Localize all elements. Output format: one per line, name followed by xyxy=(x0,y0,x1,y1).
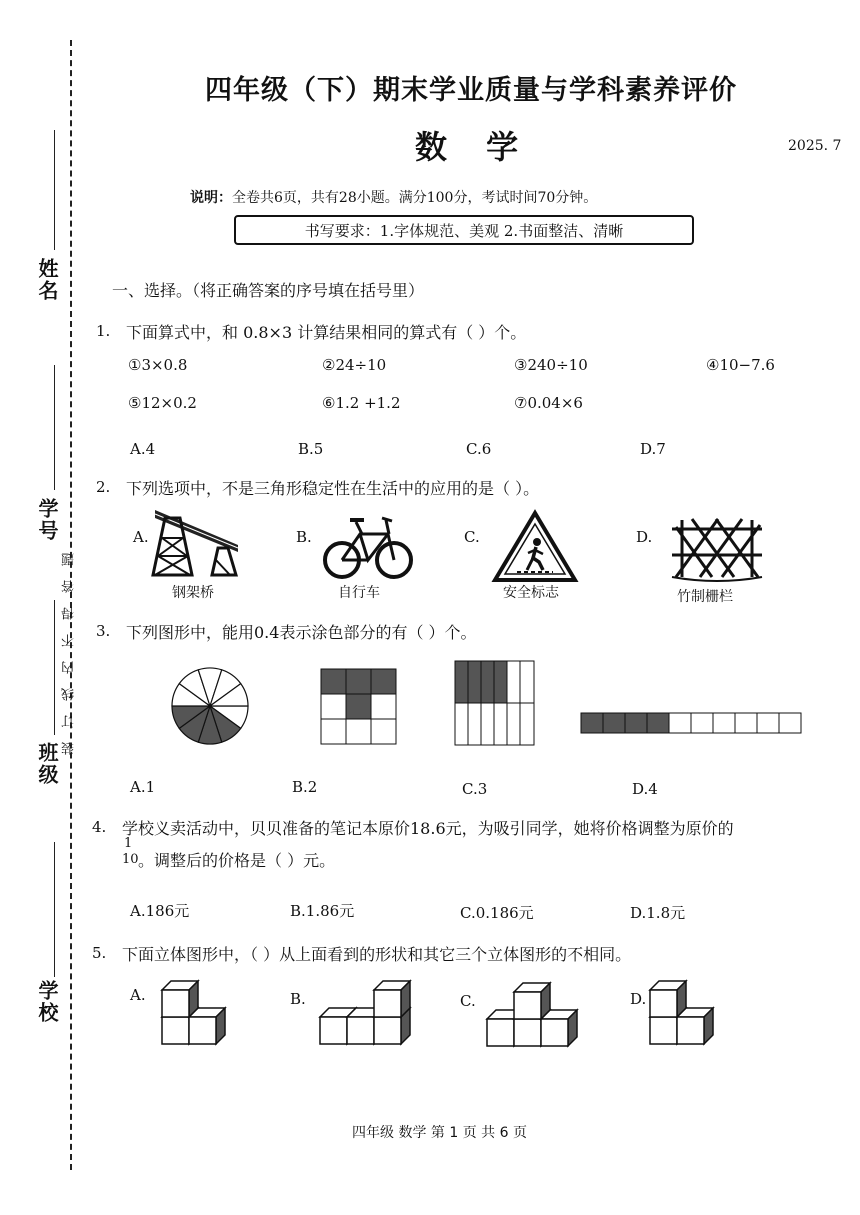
option-letter: A. xyxy=(133,528,149,546)
exam-note xyxy=(190,187,597,207)
shaded-rectangle-figure xyxy=(454,660,538,748)
strip-cell xyxy=(603,713,625,733)
name-write-line xyxy=(54,130,55,250)
image-caption: 钢架桥 xyxy=(172,585,214,601)
expression: ④10−7.6 xyxy=(706,356,775,374)
answer-option: C.6 xyxy=(466,440,492,458)
strip-cell xyxy=(691,713,713,733)
shaded-strip-figure xyxy=(580,712,802,736)
image-caption: 竹制栅栏 xyxy=(677,589,733,605)
steel-bridge-image xyxy=(150,500,240,580)
question-number: 1. xyxy=(96,322,111,340)
expression: ①3×0.8 xyxy=(128,356,188,374)
cube-stack-c xyxy=(485,976,580,1048)
class-write-line xyxy=(54,600,55,735)
strip-cell xyxy=(779,713,801,733)
strip-cell xyxy=(757,713,779,733)
cube-stack-d xyxy=(648,976,733,1046)
cube xyxy=(677,1008,713,1044)
shaded-grid-figure xyxy=(320,668,400,748)
expression: ⑤12×0.2 xyxy=(128,394,197,412)
exam-title: 四年级（下）期末学业质量与学科素养评价 xyxy=(205,75,737,106)
cube-stack-a xyxy=(160,976,245,1046)
question-stem: 下面算式中，和 0.8×3 计算结果相同的算式有（ ）个。 xyxy=(126,323,527,342)
strip-cell xyxy=(625,713,647,733)
strip-cell xyxy=(713,713,735,733)
class-label: 班级 xyxy=(35,742,59,786)
question-stem: 学校义卖活动中，贝贝准备的笔记本原价18.6元，为吸引同学，她将价格调整为原价的 xyxy=(122,819,734,838)
option-letter: B. xyxy=(290,990,306,1008)
cube xyxy=(189,1008,225,1044)
expression: ⑥1.2 +1.2 xyxy=(322,394,401,412)
fraction-denominator: 10 xyxy=(122,852,139,867)
strip-cell xyxy=(735,713,757,733)
subject-title: 数 学 xyxy=(415,128,533,166)
expression: ③240÷10 xyxy=(514,356,588,374)
name-label: 姓名 xyxy=(35,258,59,302)
option-letter: A. xyxy=(130,986,146,1004)
question-number: 4. xyxy=(92,818,107,836)
answer-option: A.186元 xyxy=(130,902,190,920)
question-stem: 下面立体图形中，（ ）从上面看到的形状和其它三个立体图形的不相同。 xyxy=(122,945,632,964)
question-number: 2. xyxy=(96,478,111,496)
question-number: 3. xyxy=(96,622,111,640)
answer-option: D.4 xyxy=(632,780,658,798)
bicycle-image xyxy=(322,512,414,582)
id-label: 学号 xyxy=(35,498,59,542)
writing-requirement-box: 书写要求：1.字体规范、美观 2.书面整洁、清晰 xyxy=(234,215,694,245)
school-write-line xyxy=(54,842,55,977)
note-label: 说明： xyxy=(190,190,232,206)
option-letter: C. xyxy=(464,528,480,546)
expression: ⑦0.04×6 xyxy=(514,394,583,412)
question-number: 5. xyxy=(92,944,107,962)
answer-option: B.2 xyxy=(292,778,318,796)
cube xyxy=(162,981,198,1017)
option-letter: B. xyxy=(296,528,312,546)
answer-option: D.1.8元 xyxy=(630,904,686,922)
fraction-numerator: 1 xyxy=(124,836,133,851)
binding-warning: 装订线内不得答题 xyxy=(62,539,77,755)
id-write-line xyxy=(54,365,55,490)
question-stem-continued: 。调整后的价格是（ ）元。 xyxy=(138,851,336,870)
section-heading: 一、选择。（将正确答案的序号填在括号里） xyxy=(112,281,425,300)
cube xyxy=(541,1010,577,1046)
page-footer: 四年级 数学 第 1 页 共 6 页 xyxy=(352,1125,527,1141)
cube xyxy=(374,981,410,1017)
shaded-circle-figure xyxy=(170,666,250,746)
expression: ②24÷10 xyxy=(322,356,387,374)
cube xyxy=(650,981,686,1017)
school-label: 学校 xyxy=(35,980,59,1024)
answer-option: C.3 xyxy=(462,780,488,798)
answer-option: D.7 xyxy=(640,440,666,458)
answer-option: C.0.186元 xyxy=(460,904,534,922)
answer-option: B.1.86元 xyxy=(290,902,355,920)
image-caption: 安全标志 xyxy=(503,585,559,601)
option-letter: D. xyxy=(636,528,653,546)
exam-date: 2025. 7 xyxy=(788,138,842,154)
strip-cell xyxy=(647,713,669,733)
answer-option: A.1 xyxy=(130,778,156,796)
bamboo-fence-image xyxy=(672,515,762,583)
answer-option: B.5 xyxy=(298,440,324,458)
note-text: 全卷共6页，共有28小题。满分100分，考试时间70分钟。 xyxy=(232,190,598,206)
safety-sign-image xyxy=(493,510,577,582)
strip-cell xyxy=(669,713,691,733)
image-caption: 自行车 xyxy=(338,585,380,601)
option-letter: D. xyxy=(630,990,647,1008)
answer-option: A.4 xyxy=(130,440,156,458)
cube-stack-b xyxy=(318,974,413,1046)
cube xyxy=(514,983,550,1019)
strip-cell xyxy=(581,713,603,733)
question-stem: 下列选项中，不是三角形稳定性在生活中的应用的是（ ）。 xyxy=(126,479,540,498)
question-stem: 下列图形中，能用0.4表示涂色部分的有（ ）个。 xyxy=(126,623,477,642)
option-letter: C. xyxy=(460,992,476,1010)
